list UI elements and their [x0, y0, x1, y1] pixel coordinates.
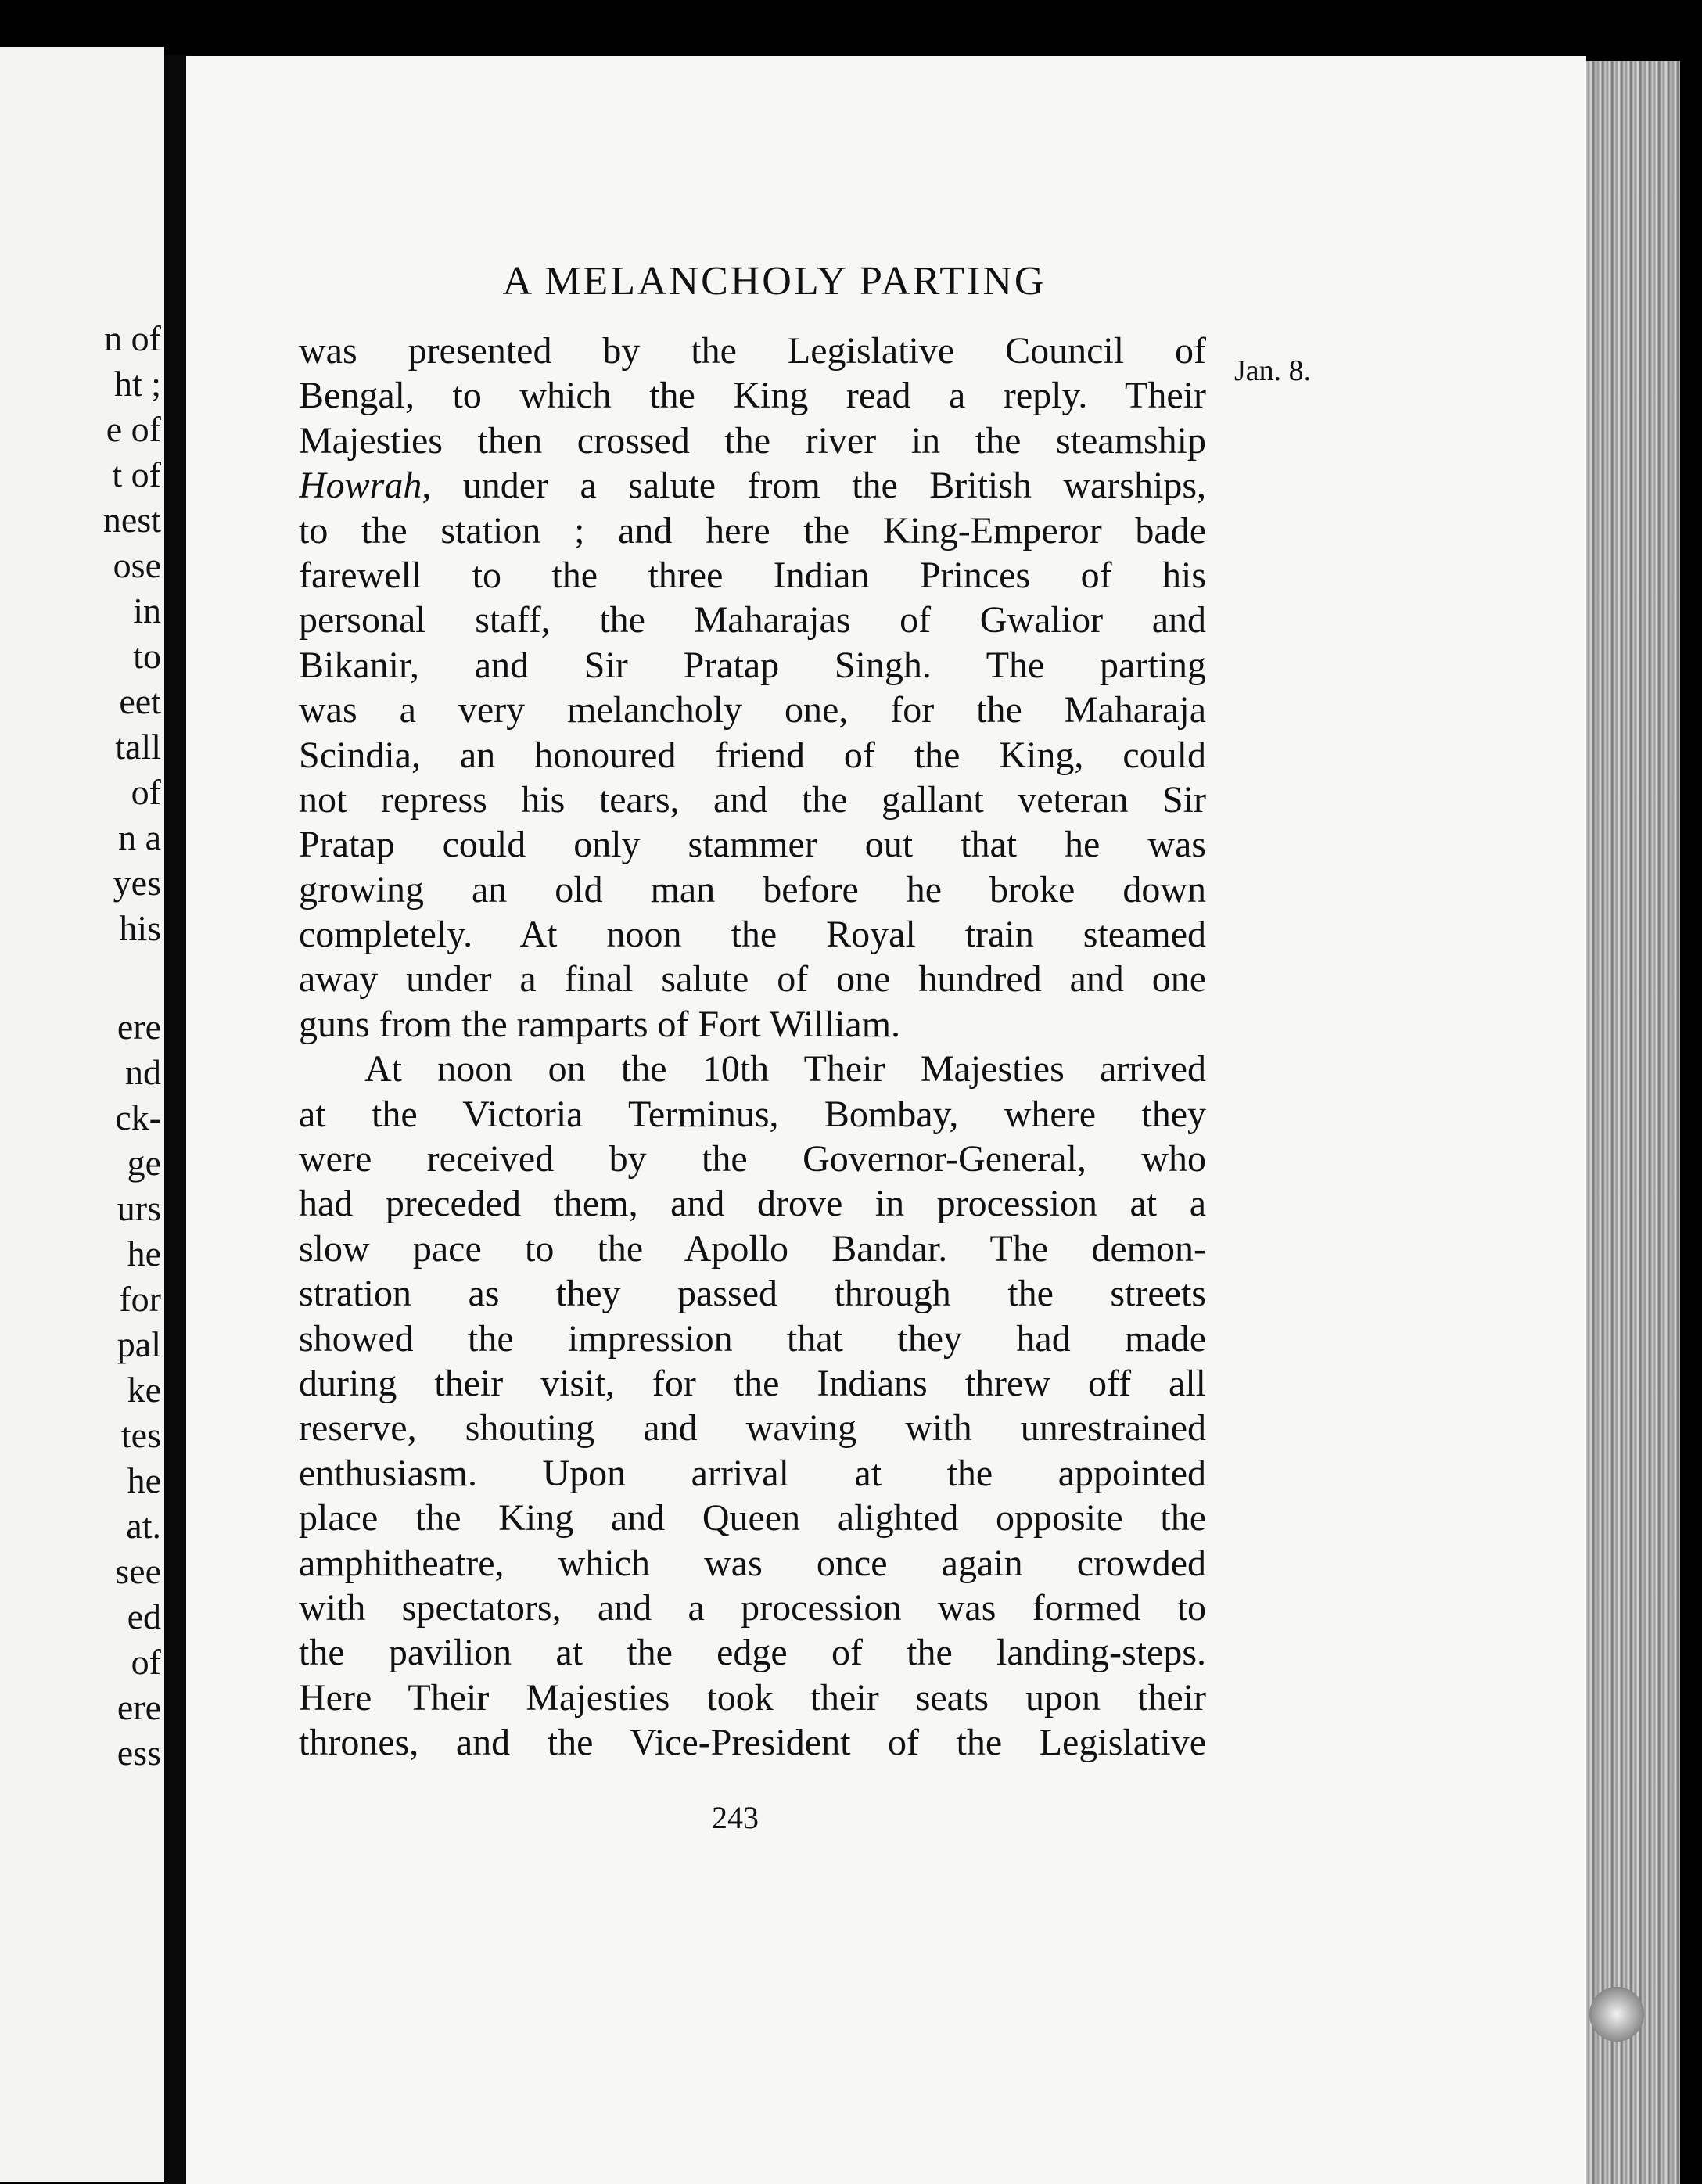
text-line: completely. At noon the Royal train steamed — [299, 914, 1206, 956]
text-line: thrones, and the Vice-President of the Legislative — [299, 1722, 1206, 1764]
page-body-text — [299, 329, 1206, 1766]
facing-page-line: ck- — [115, 1097, 161, 1137]
facing-page-line: ose — [113, 545, 161, 585]
text-line: slow pace to the Apollo Bandar. The demon- — [299, 1227, 1206, 1270]
background-shadow — [1680, 0, 1702, 2184]
text-line: reserve, shouting and waving with unrestrained — [299, 1407, 1206, 1449]
running-head: A MELANCHOLY PARTING — [502, 259, 1047, 304]
facing-page-line: he — [127, 1460, 161, 1500]
text-line: Here Their Majesties took their seats upon their — [299, 1676, 1206, 1719]
facing-page-line: e of — [106, 409, 161, 449]
text-line: farewell to the three Indian Princes of his — [299, 554, 1206, 596]
text-line: at the Victoria Terminus, Bombay, where they — [299, 1093, 1206, 1135]
ship-name: Howrah — [299, 465, 422, 507]
facing-page-line: ere — [117, 1687, 161, 1727]
text-line: At noon on the 10th Their Majesties arrived — [364, 1048, 1206, 1090]
text-line: Pratap could only stammer out that he was — [299, 824, 1206, 866]
text-line: personal staff, the Maharajas of Gwalior and — [299, 599, 1206, 641]
text-line: place the King and Queen alighted opposite the — [299, 1497, 1206, 1539]
facing-page-fragment — [0, 47, 164, 2182]
text-line: to the station ; and here the King-Emperor bade — [299, 509, 1206, 551]
text-line-rest: , under a salute from the British warships, — [422, 465, 1206, 507]
facing-page-line: of — [131, 1642, 161, 1682]
page-edge-block — [1586, 61, 1680, 2184]
text-line: Majesties then crossed the river in the steamship — [299, 419, 1206, 462]
facing-page-line: of — [131, 772, 161, 812]
facing-page-line: ess — [117, 1733, 161, 1773]
facing-page-line: ht ; — [113, 364, 161, 404]
facing-page-line: tes — [120, 1415, 161, 1455]
facing-page-line: at. — [126, 1506, 161, 1546]
text-line: were received by the Governor-General, who — [299, 1138, 1206, 1180]
facing-page-line: ke — [127, 1370, 161, 1410]
text-line: Bengal, to which the King read a reply. Their — [299, 375, 1206, 417]
facing-page-line: for — [119, 1279, 161, 1319]
facing-page-line: his — [119, 908, 161, 948]
facing-page-line: ge — [127, 1143, 161, 1183]
facing-page-line: t of — [112, 454, 161, 494]
facing-page-line: see — [115, 1551, 161, 1591]
text-line: was a very melancholy one, for the Maharaja — [299, 689, 1206, 731]
text-line: the pavilion at the edge of the landing-steps. — [299, 1632, 1206, 1674]
text-line: Bikanir, and Sir Pratap Singh. The parting — [299, 644, 1206, 686]
margin-date-note: Jan. 8. — [1234, 354, 1312, 387]
text-line: with spectators, and a procession was formed to — [299, 1586, 1206, 1629]
text-line: away under a final salute of one hundred and one — [299, 958, 1206, 1000]
text-line: showed the impression that they had made — [299, 1317, 1206, 1360]
facing-page-line: nest — [102, 500, 161, 540]
facing-page-line: tall — [115, 727, 161, 767]
text-line: growing an old man before he broke down — [299, 868, 1206, 911]
text-line: was presented by the Legislative Council of — [299, 330, 1206, 372]
text-line: during their visit, for the Indians threw off all — [299, 1362, 1206, 1404]
facing-page-line: urs — [117, 1188, 161, 1228]
facing-page-line: yes — [113, 863, 161, 903]
facing-page-line: ere — [117, 1007, 161, 1047]
text-line: guns from the ramparts of Fort William. — [299, 1003, 901, 1045]
text-line: Scindia, an honoured friend of the King, could — [299, 734, 1206, 776]
text-line: enthusiasm. Upon arrival at the appointed — [299, 1452, 1206, 1494]
facing-page-line: to — [133, 636, 161, 676]
text-line: had preceded them, and drove in procession at a — [299, 1183, 1206, 1225]
text-line — [299, 463, 1206, 508]
facing-page-line: ed — [127, 1597, 161, 1636]
text-line: amphitheatre, which was once again crowded — [299, 1542, 1206, 1584]
facing-page-line: pal — [117, 1324, 161, 1364]
edge-stamp-mark — [1589, 1987, 1644, 2042]
facing-page-line: eet — [119, 681, 161, 721]
facing-page-line: n of — [104, 318, 161, 358]
text-line: not repress his tears, and the gallant veteran Sir — [299, 778, 1206, 821]
text-line: stration as they passed through the streets — [299, 1273, 1206, 1315]
facing-page-line: he — [127, 1234, 161, 1273]
page-number: 243 — [712, 1800, 759, 1835]
facing-page-line: nd — [125, 1052, 161, 1092]
facing-page-line: in — [133, 591, 161, 630]
facing-page-line: n a — [118, 817, 161, 857]
